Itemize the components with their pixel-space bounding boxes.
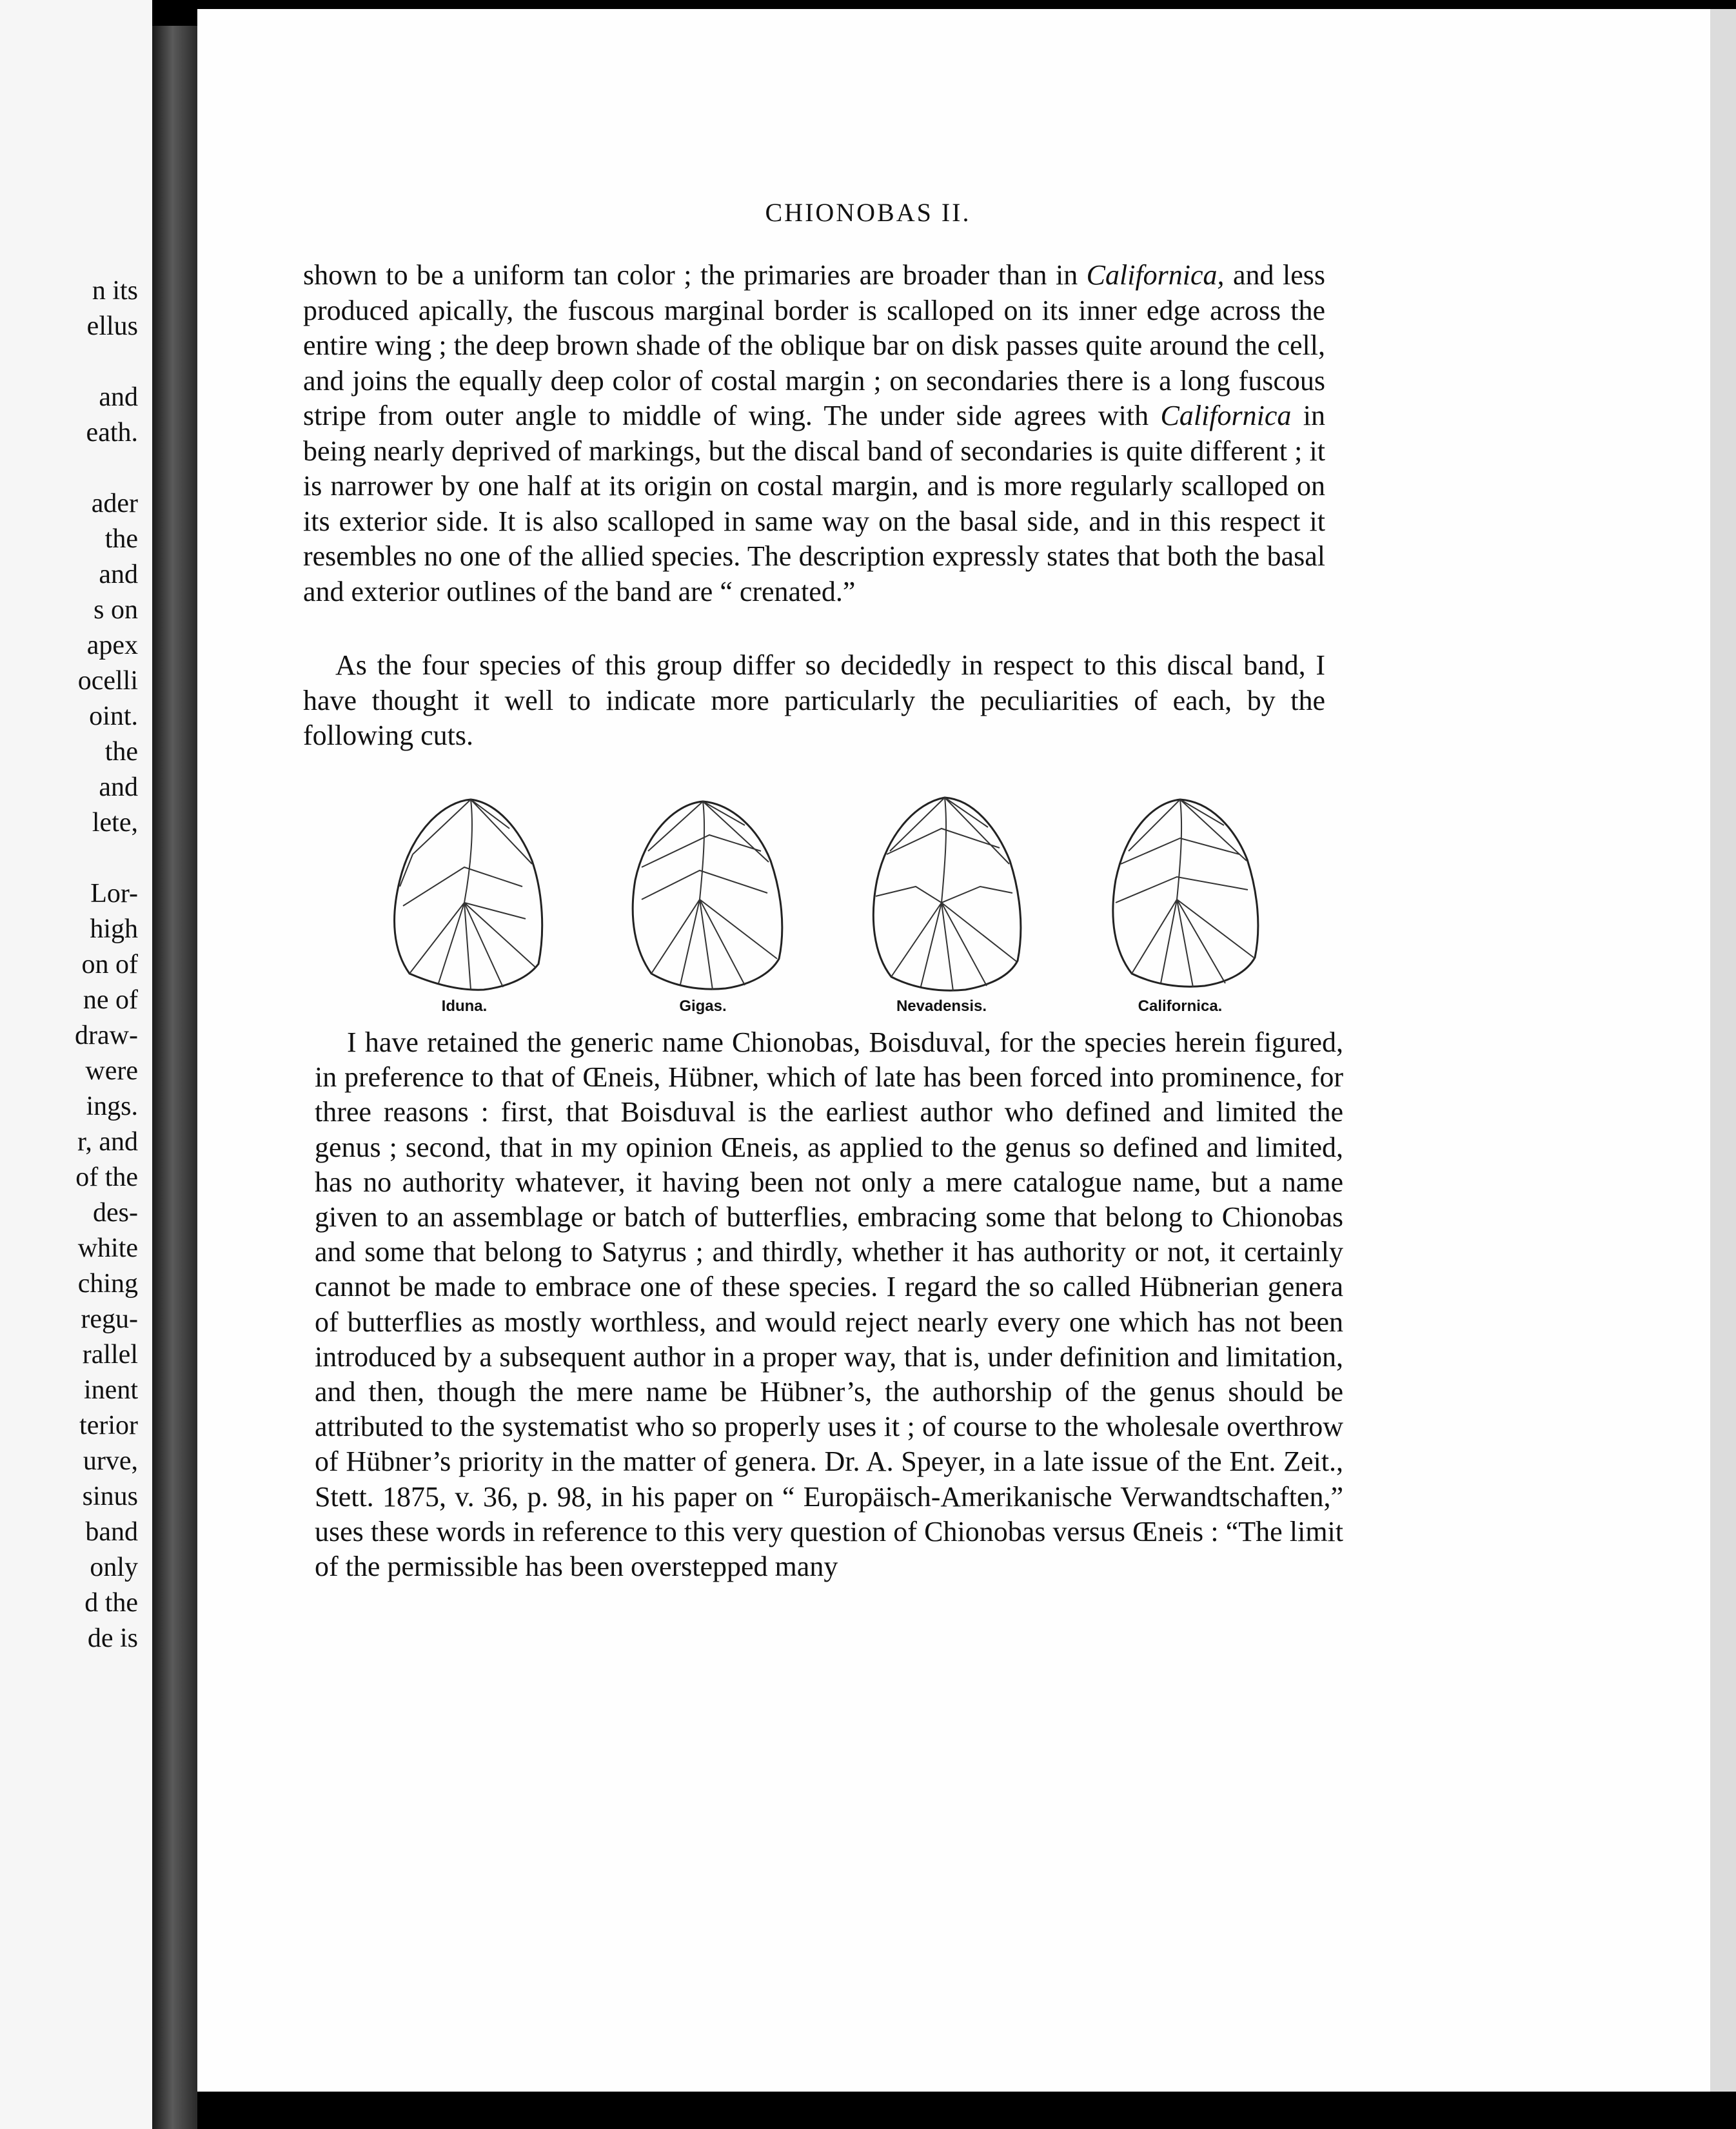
wing-drawing xyxy=(1090,790,1270,996)
facing-page-line: terior xyxy=(79,1411,138,1440)
facing-page-line: des- xyxy=(93,1198,138,1228)
facing-page-line: the xyxy=(104,524,138,554)
wing-figure-gigas xyxy=(613,790,793,1015)
facing-page-line: ellus xyxy=(86,311,138,341)
facing-page-line: regu- xyxy=(81,1304,138,1334)
facing-page-line: high xyxy=(90,914,138,944)
facing-page-line: ings. xyxy=(86,1092,138,1121)
facing-page-line: only xyxy=(90,1553,138,1582)
book-gutter xyxy=(152,26,197,2129)
facing-page-line: apex xyxy=(86,631,138,660)
wing-drawing xyxy=(851,790,1032,996)
facing-page-line: oint. xyxy=(89,701,138,731)
wing-figure-nevadensis xyxy=(851,790,1032,1015)
facing-page-line: white xyxy=(77,1233,138,1263)
facing-page-line: de is xyxy=(87,1624,138,1653)
wing-figure-iduna xyxy=(374,790,555,1015)
facing-page-line: were xyxy=(85,1056,138,1086)
facing-page-line: urve, xyxy=(83,1446,138,1476)
species-name: Californica, xyxy=(1086,259,1225,291)
paragraph-generic-name xyxy=(315,1025,1343,1584)
facing-page-line: ching xyxy=(77,1269,138,1299)
paragraph-text: I have retained the generic name Chionobas, Boisduval, for the species herein figured, in preference to that of Œneis, Hübner, which of late has been forced into prominence, for three reasons : first, that Boisduval is the earliest author who defined and limited the genus ; second, that in my opinion Œneis, as applied to the genus so defined and limited, has no authority whatever, it having been not only a mere catalogue name, but a name given to an assemblage or batch of butterflies, embracing some that belong to Chionobas and some that belong to Satyrus ; and thirdly, whether it has authority or not, it certainly cannot be made to embrace one of these species. I regard the so called Hübnerian genera of butterflies as mostly worthless, and would reject nearly every one which has not been introduced by a subsequent author in a proper way, that is, under definition and limitation, and then, though the mere name be Hübner’s, the authorship of the genus should be attributed to the systematist who so properly uses it ; of course to the wholesale overthrow of Hübner’s priority in the matter of genera. Dr. A. Speyer, in a late issue of the Ent. Zeit., Stett. 1875, v. 36, p. 98, in his paper on “ Europäisch-Amerikanische Verwandtschaften,” uses these words in reference to this very question of Chionobas versus Œneis : “The limit of the permissible has been overstepped many xyxy=(315,1026,1343,1583)
wing-drawing xyxy=(613,790,793,996)
facing-page-line: and xyxy=(99,772,138,802)
facing-page-line: sinus xyxy=(82,1482,138,1511)
facing-page-line: band xyxy=(85,1517,138,1547)
facing-page-line: on of xyxy=(81,950,138,979)
figure-caption: Iduna. xyxy=(441,997,488,1015)
running-head: CHIONOBAS II. xyxy=(765,198,971,227)
species-name: Californica xyxy=(1160,400,1292,431)
facing-page-line: s on xyxy=(94,595,138,625)
facing-page-line: d the xyxy=(84,1588,138,1618)
facing-page-line: rallel xyxy=(82,1340,138,1369)
paragraph-cuts-intro xyxy=(303,648,1325,754)
page-shadow xyxy=(197,2092,1736,2129)
facing-page-line: ader xyxy=(91,489,138,518)
facing-page-line: Lor- xyxy=(90,879,138,908)
paragraph-text: As the four species of this group differ so decidedly in respect to this discal band, I have thought it well to indicate more particularly the peculiarities of each, by the following cuts. xyxy=(303,649,1325,751)
facing-page-line: eath. xyxy=(86,418,138,447)
facing-page-line: inent xyxy=(84,1375,138,1405)
facing-page-line: of the xyxy=(75,1163,138,1192)
paragraph-text: in being nearly deprived of markings, but the discal band of secondaries is quite different ; it is narrower by one half at its origin on costal margin, and is more regularly scalloped on its exterior side. It is also scalloped in same way on the basal side, and in this respect it resembles no one of the allied species. The description expressly states that both the basal and exterior outlines of the band are “ crenated.” xyxy=(303,400,1325,607)
wing-figure-californica xyxy=(1090,790,1270,1015)
paragraph-continued xyxy=(303,258,1325,609)
facing-page-line: the xyxy=(104,737,138,767)
facing-page-line: draw- xyxy=(75,1021,138,1050)
facing-page-line: lete, xyxy=(92,808,138,838)
wing-drawing xyxy=(374,790,555,996)
paragraph-text: shown to be a uniform tan color ; the primaries are broader than in xyxy=(303,259,1087,291)
facing-page-line: n its xyxy=(92,276,138,306)
page-edge xyxy=(1710,9,1736,2092)
facing-page-line: ocelli xyxy=(77,666,138,696)
facing-page xyxy=(0,0,152,2129)
facing-page-line: ne of xyxy=(83,985,138,1015)
figure-caption: Nevadensis. xyxy=(896,997,987,1015)
facing-page-line: r, and xyxy=(77,1127,138,1157)
figure-caption: Californica. xyxy=(1138,997,1223,1015)
paragraph-text: and less produced apically, the fuscous marginal border is scalloped on its inner edge across the entire wing ; the deep brown shade of the oblique bar on disk passes quite around the cell, and joins the equally deep color of costal margin ; on secondaries there is a long fuscous stripe from outer angle to middle of wing. The under side agrees with xyxy=(303,259,1325,431)
facing-page-line: and xyxy=(99,382,138,412)
figure-caption: Gigas. xyxy=(679,997,727,1015)
wing-figures xyxy=(361,790,1277,1022)
facing-page-line: and xyxy=(99,560,138,589)
